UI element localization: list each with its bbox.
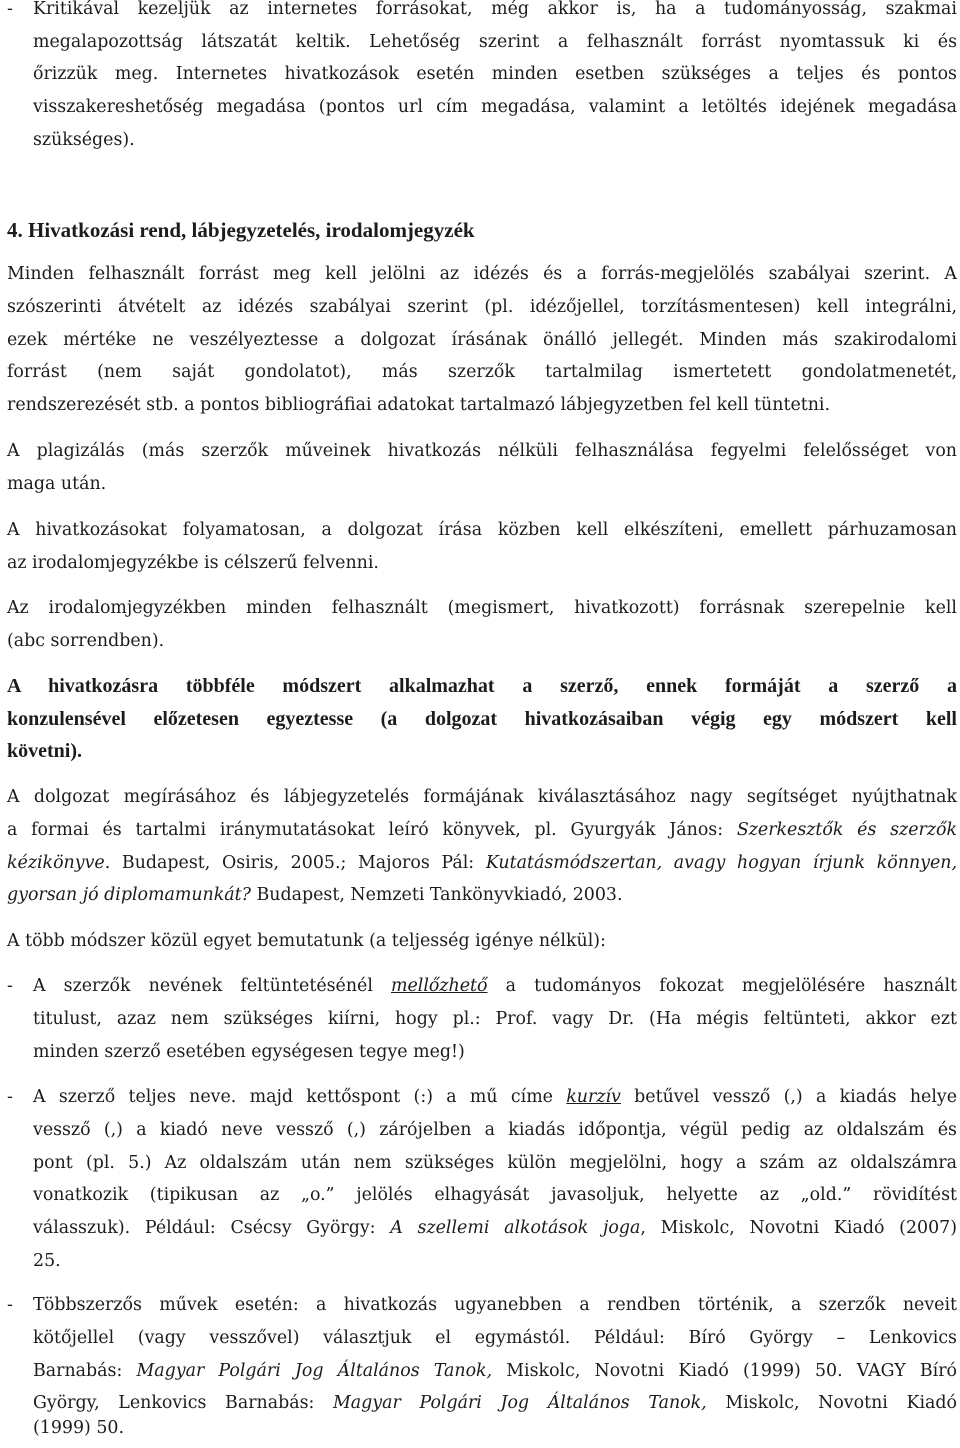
bullet-dash: - <box>7 1087 13 1107</box>
text-line: A több módszer közül egyet bemutatunk (a teljesség igénye nélkül): <box>7 931 606 951</box>
text-run: A szerző teljes neve. majd kettőspont (:) a mű címe <box>33 1087 567 1107</box>
text-run: Miskolc, Novotni Kiadó (1999) 50. VAGY Bíró <box>492 1361 957 1381</box>
text-line: A dolgozat megírásához és lábjegyzetelés formájának kiválasztásához nagy segítséget nyújthatnak <box>7 787 957 807</box>
text-line: pont (pl. 5.) Az oldalszám után nem szükséges külön megjelölni, hogy a szám az oldalszámra <box>33 1153 957 1173</box>
bold-text-line: konzulensével előzetesen egyeztesse (a dolgozat hivatkozásaiban végig egy módszert kell <box>7 708 957 730</box>
emphasis-text: mellőzhető <box>391 976 488 996</box>
bullet-dash: - <box>7 0 13 19</box>
bullet-dash: - <box>7 1295 13 1315</box>
text-line: kötőjellel (vagy vesszővel) választjuk el egymástól. Például: Bíró György – Lenkovics <box>33 1328 957 1348</box>
text-line: Minden felhasznált forrást meg kell jelölni az idézés és a forrás-megjelölés szabályai szerint. A <box>7 264 957 284</box>
bold-text-line: A hivatkozásra többféle módszert alkalmazhat a szerző, ennek formáját a szerző a <box>7 675 957 697</box>
text-line: maga után. <box>7 474 107 494</box>
text-run: Miskolc, Novotni Kiadó <box>706 1393 957 1413</box>
book-title: kézikönyve <box>7 853 105 873</box>
text-line: Az irodalomjegyzékben minden felhasznált (megismert, hivatkozott) forrásnak szerepelnie kell <box>7 598 957 618</box>
text-run: , Miskolc, Novotni Kiadó (2007) <box>640 1218 957 1238</box>
text-line <box>33 1355 957 1388</box>
text-line: minden szerző esetében egységesen tegye meg!) <box>33 1042 465 1062</box>
text-line <box>7 847 957 880</box>
text-line: vessző (,) a kiadó neve vessző (,) zárójelben a kiadás időpontja, végül pedig az oldalszám és <box>33 1120 957 1140</box>
text-run: betűvel vessző (,) a kiadás helye <box>620 1087 957 1107</box>
text-run: Budapest, Nemzeti Tankönyvkiadó, 2003. <box>250 885 623 905</box>
text-line: megalapozottság látszatát keltik. Lehetőség szerint a felhasznált forrást nyomtassuk ki és <box>33 32 957 52</box>
text-line: A plagizálás (más szerzők műveinek hivatkozás nélküli felhasználása fegyelmi felelősséget von <box>7 441 957 461</box>
text-run: . Budapest, Osiris, 2005.; Majoros Pál: <box>104 853 486 873</box>
text-run: Barnabás: <box>33 1361 137 1381</box>
text-line <box>7 814 957 847</box>
text-line: vonatkozik (tipikusan az „o.” jelölés elhagyását javasoljuk, helyette az „old.” rövidítést <box>33 1185 957 1205</box>
text-line: (1999) 50. <box>33 1418 125 1438</box>
text-run: A szerzők nevének feltüntetésénél <box>33 976 392 996</box>
text-line: az irodalomjegyzékbe is célszerű felvenni. <box>7 553 379 573</box>
text-line: őrizzük meg. Internetes hivatkozások esetén minden esetben szükséges a teljes és pontos <box>33 64 957 84</box>
text-line: Kritikával kezeljük az internetes forrásokat, még akkor is, ha a tudományosság, szakmai <box>33 0 957 19</box>
bullet-dash: - <box>7 976 13 996</box>
text-line <box>33 970 957 1003</box>
text-line: Többszerzős művek esetén: a hivatkozás ugyanebben a rendben történik, a szerzők neveit <box>33 1295 957 1315</box>
text-line: szükséges). <box>33 130 135 150</box>
emphasis-text: kurzív <box>566 1087 621 1107</box>
text-run: a formai és tartalmi iránymutatásokat leíró könyvek, pl. Gyurgyák János: <box>7 820 737 840</box>
text-run: a tudományos fokozat megjelölésére használt <box>487 976 958 996</box>
text-line: titulust, azaz nem szükséges kiírni, hogy pl.: Prof. vagy Dr. (Ha mégis feltünteti, akkor ezt <box>33 1009 957 1029</box>
text-run: György, Lenkovics Barnabás: <box>33 1393 333 1413</box>
book-title: Magyar Polgári Jog Általános Tanok, <box>136 1361 493 1381</box>
text-line: visszakereshetőség megadása (pontos url cím megadása, valamint a letöltés idejének megadása <box>33 97 957 117</box>
bold-text-line: követni). <box>7 740 82 762</box>
text-line: 25. <box>33 1251 61 1271</box>
book-title: Kutatásmódszertan, avagy hogyan írjunk könnyen, <box>485 853 957 873</box>
text-run: válasszuk). Például: Csécsy György: <box>33 1218 391 1238</box>
book-title: gyorsan jó diplomamunkát? <box>7 885 251 905</box>
text-line: A hivatkozásokat folyamatosan, a dolgozat írása közben kell elkészíteni, emellett párhuzamosan <box>7 520 957 540</box>
book-title: A szellemi alkotások joga <box>390 1218 641 1238</box>
text-line: forrást (nem saját gondolatot), más szerzők tartalmilag ismertetett gondolatmenetét, <box>7 362 957 382</box>
text-line: rendszerezését stb. a pontos bibliográfiai adatokat tartalmazó lábjegyzetben fel kell tüntetni. <box>7 395 831 415</box>
text-line: ezek mértéke ne veszélyeztesse a dolgozat írásának önálló jellegét. Minden más szakirodalomi <box>7 330 957 350</box>
text-line <box>33 1081 957 1114</box>
text-line <box>33 1212 957 1245</box>
text-line: szószerinti átvételt az idézés szabályai szerint (pl. idézőjellel, torzításmentesen) kell integrálni, <box>7 297 957 317</box>
text-line <box>7 879 957 912</box>
book-title: Magyar Polgári Jog Általános Tanok, <box>333 1393 707 1413</box>
text-line: (abc sorrendben). <box>7 631 165 651</box>
book-title: Szerkesztők és szerzők <box>736 820 957 840</box>
section-heading: 4. Hivatkozási rend, lábjegyzetelés, irodalomjegyzék <box>7 218 475 242</box>
